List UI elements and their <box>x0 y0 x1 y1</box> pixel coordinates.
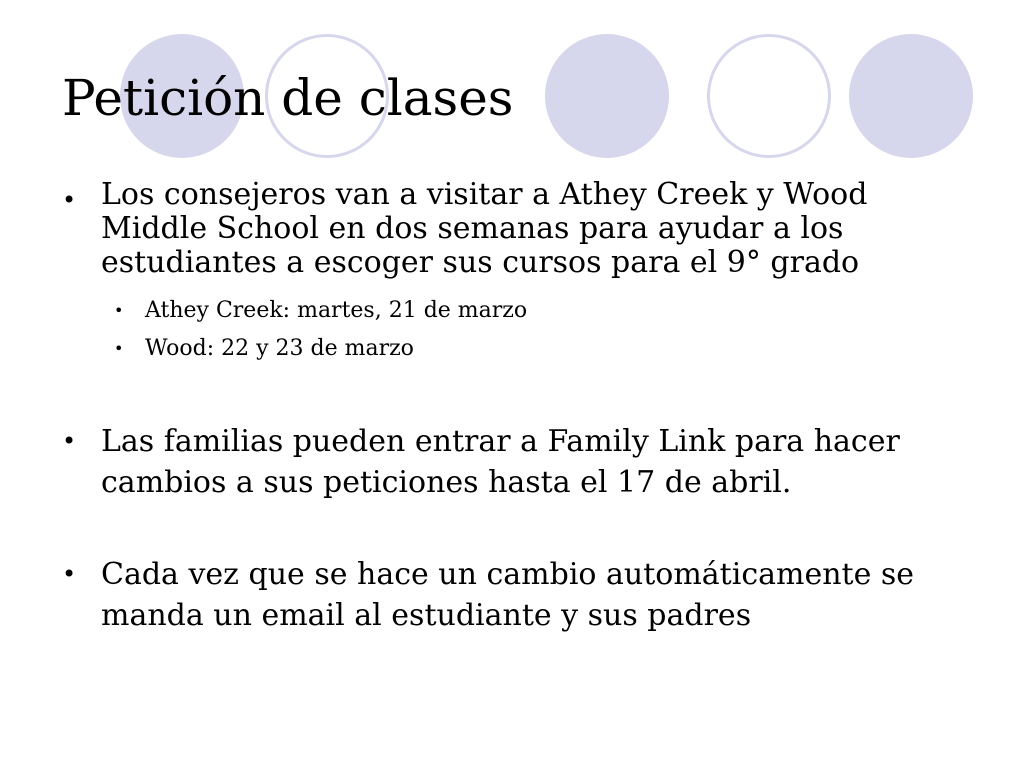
sub-bullet-text: Athey Creek: martes, 21 de marzo <box>145 298 528 323</box>
bullet-icon: • <box>62 560 77 588</box>
decorative-circle <box>849 34 973 158</box>
bullet-list <box>62 178 982 636</box>
slide-title: Petición de clases <box>62 69 514 127</box>
bullet-item <box>62 421 982 503</box>
sub-bullet-text: Wood: 22 y 23 de marzo <box>145 336 414 361</box>
bullet-text: Las familias pueden entrar a Family Link para hacer cambios a sus peticiones hasta el 17 de abril. <box>101 424 900 500</box>
bullet-icon: • <box>62 427 77 455</box>
bullet-text: Los consejeros van a visitar a Athey Creek y Wood Middle School en dos semanas para ayudar a los estudiantes a escoger sus cursos para el 9° grado <box>101 177 868 280</box>
bullet-icon: • <box>114 301 124 320</box>
decorative-circle <box>545 34 669 158</box>
bullet-item <box>62 554 982 636</box>
bullet-icon: • <box>114 339 124 358</box>
bullet-item <box>62 178 982 280</box>
bullet-icon: • <box>62 186 77 214</box>
sub-bullet-item <box>62 330 982 368</box>
decorative-circle <box>707 34 831 158</box>
bullet-text: Cada vez que se hace un cambio automáticamente se manda un email al estudiante y sus padres <box>101 557 915 633</box>
sub-bullet-item <box>62 292 982 330</box>
